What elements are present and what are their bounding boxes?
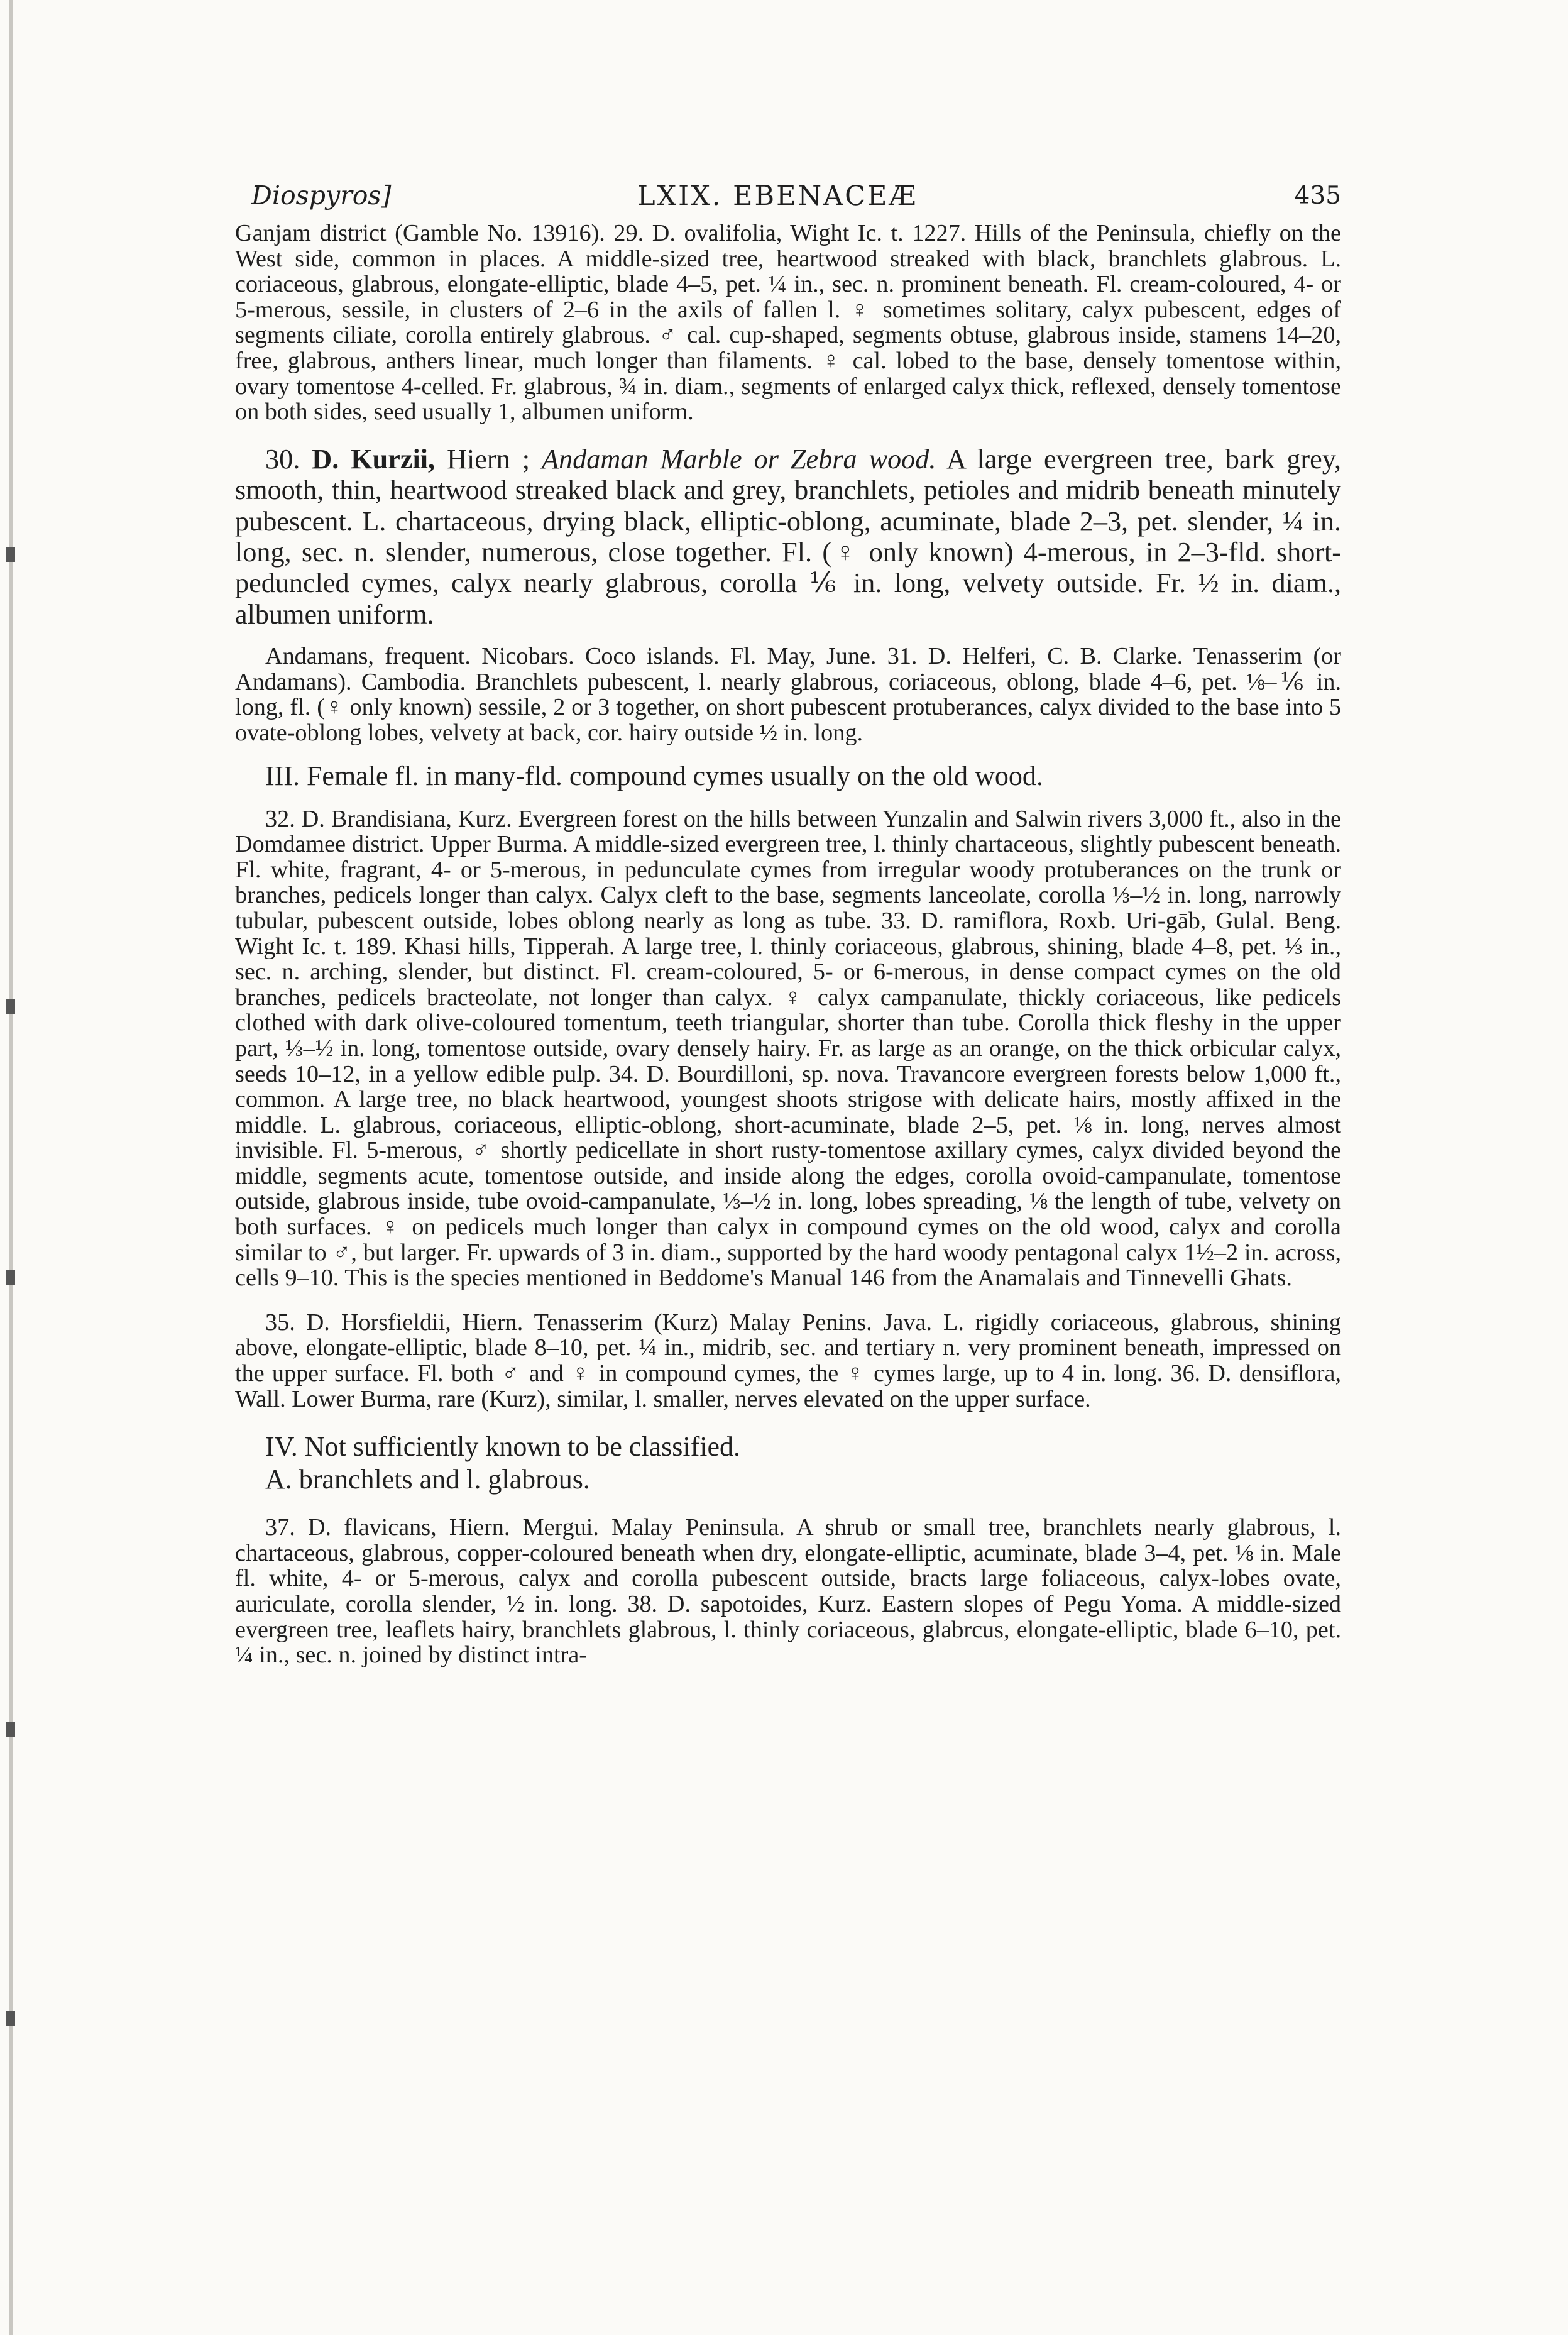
paragraph-andamans: Andamans, frequent. Nicobars. Coco islands. Fl. May, June. 31. D. Helferi, C. B. Clarke. Tenasserim (or Andamans). Cambodia. Branchlets pubescent, l. nearly glabrous, coriaceous, oblong, blade 4–6, pet. ⅛–⅙ in. long, fl. (♀ only known) sessile, 2 or 3 together, on short pubescent protuberances, calyx divided to the base into 5 ovate-oblong lobes, velvety at back, cor. hairy outside ½ in. long. <box>235 643 1341 746</box>
section-heading-iv: IV. Not sufficiently known to be classified. <box>265 1431 741 1463</box>
page-binding-edge <box>9 0 13 2335</box>
binding-mark <box>6 999 15 1014</box>
paragraph-horsfieldii: 35. D. Horsfieldii, Hiern. Tenasserim (Kurz) Malay Penins. Java. L. rigidly coriaceous, glabrous, shining above, elongate-elliptic, blade 8–10, pet. ¼ in., midrib, sec. and tertiary n. very prominent beneath, impressed on the upper surface. Fl. both ♂ and ♀ in compound cymes, the ♀ cymes large, up to 4 in. long. 36. D. densiflora, Wall. Lower Burma, rare (Kurz), similar, l. smaller, nerves elevated on the upper surface. <box>235 1309 1341 1412</box>
species-common-name: Andaman Marble or Zebra wood. <box>542 443 936 475</box>
binding-mark <box>6 547 15 562</box>
paragraph-ovalifolia: Ganjam district (Gamble No. 13916). 29. D. ovalifolia, Wight Ic. t. 1227. Hills of the Peninsula, chiefly on the West side, common in places. A middle-sized tree, heartwood streaked with black, branchlets glabrous. L. coriaceous, glabrous, elongate-elliptic, blade 4–5, pet. ¼ in., sec. n. prominent beneath. Fl. cream-coloured, 4- or 5-merous, sessile, in clusters of 2–6 in the axils of fallen l. ♀ sometimes solitary, calyx pubescent, edges of segments ciliate, corolla entirely glabrous. ♂ cal. cup-shaped, segments obtuse, glabrous inside, stamens 14–20, free, glabrous, anthers linear, much longer than filaments. ♀ cal. lobed to the base, densely tomentose within, ovary tomentose 4-celled. Fr. glabrous, ¾ in. diam., segments of enlarged calyx thick, reflexed, densely tomentose on both sides, seed usually 1, albumen uniform. <box>235 220 1341 426</box>
species-number: 30. <box>265 443 300 475</box>
binding-mark <box>6 1270 15 1285</box>
species-name: D. Kurzii, <box>312 443 436 475</box>
species-authority: Hiern ; <box>447 443 530 475</box>
paragraph-flavicans: 37. D. flavicans, Hiern. Mergui. Malay Peninsula. A shrub or small tree, branchlets nearly glabrous, l. chartaceous, glabrous, copper-coloured beneath when dry, elongate-elliptic, acuminate, blade 3–4, pet. ⅛ in. Male fl. white, 4- or 5-merous, calyx and corolla pubescent outside, bracts large foliaceous, calyx-lobes ovate, auriculate, corolla slender, ½ in. long. 38. D. sapotoides, Kurz. Eastern slopes of Pegu Yoma. A middle-sized evergreen tree, leaflets hairy, branchlets glabrous, l. thinly coriaceous, glabrcus, elongate-elliptic, blade 6–10, pet. ¼ in., sec. n. joined by distinct intra- <box>235 1514 1341 1669</box>
running-header <box>235 173 1341 221</box>
subsection-heading-a: A. branchlets and l. glabrous. <box>265 1464 590 1495</box>
section-heading-iii: III. Female fl. in many-fld. compound cymes usually on the old wood. <box>265 760 1043 791</box>
header-family: LXIX. EBENACEÆ <box>637 180 918 212</box>
binding-mark <box>6 2011 15 2026</box>
header-genus: Diospyros] <box>251 180 392 211</box>
page-number: 435 <box>1294 182 1341 210</box>
binding-mark <box>6 1722 15 1737</box>
species-description: A large evergreen tree, bark grey, smooth, thin, heartwood streaked black and grey, branchlets, petioles and midrib beneath minutely pubescent. L. chartaceous, drying black, elliptic-oblong, acuminate, blade 2–3, pet. slender, ¼ in. long, sec. n. slender, numerous, close together. Fl. (♀ only known) 4-merous, in 2–3-fld. short-peduncled cymes, calyx nearly glabrous, corolla ⅙ in. long, velvety outside. Fr. ½ in. diam., albumen uniform. <box>235 443 1342 630</box>
paragraph-kurzii <box>235 444 1341 630</box>
paragraph-brandisiana: 32. D. Brandisiana, Kurz. Evergreen forest on the hills between Yunzalin and Salwin rivers 3,000 ft., also in the Domdamee district. Upper Burma. A middle-sized evergreen tree, l. thinly chartaceous, slightly pubescent beneath. Fl. white, fragrant, 4- or 5-merous, in pedunculate cymes from irregular woody protuberances on the trunk or branches, pedicels longer than calyx. Calyx cleft to the base, segments lanceolate, corolla ⅓–½ in. long, narrowly tubular, pubescent outside, lobes oblong nearly as long as tube. 33. D. ramiflora, Roxb. Uri-gāb, Gulal. Beng. Wight Ic. t. 189. Khasi hills, Tipperah. A large tree, l. thinly coriaceous, glabrous, shining, blade 4–8, pet. ⅓ in., sec. n. arching, slender, but distinct. Fl. cream-coloured, 5- or 6-merous, in dense compact cymes on the old branches, pedicels bracteolate, not longer than calyx. ♀ calyx campanulate, thickly coriaceous, like pedicels clothed with dark olive-coloured tomentum, teeth triangular, shorter than tube. Corolla thick fleshy in the upper part, ⅓–½ in. long, tomentose outside, ovary densely hairy. Fr. as large as an orange, on the thick orbicular calyx, seeds 10–12, in a yellow edible pulp. 34. D. Bourdilloni, sp. nova. Travancore evergreen forests below 1,000 ft., common. A large tree, no black heartwood, youngest shoots strigose with delicate hairs, mostly affixed in the middle. L. glabrous, coriaceous, elliptic-oblong, short-acuminate, blade 2–5, pet. ⅛ in. long, nerves almost invisible. Fl. 5-merous, ♂ shortly pedicellate in short rusty-tomentose axillary cymes, calyx divided beyond the middle, segments acute, tomentose outside, and inside along the edges, corolla ovoid-campanulate, tomentose outside, glabrous inside, tube ovoid-campanulate, ⅓–½ in. long, lobes spreading, ⅛ the length of tube, velvety on both surfaces. ♀ on pedicels much longer than calyx in compound cymes on the old wood, calyx and corolla similar to ♂, but larger. Fr. upwards of 3 in. diam., supported by the hard woody pentagonal calyx 1½–2 in. across, cells 9–10. This is the species mentioned in Beddome's Manual 146 from the Anamalais and Tinnevelli Ghats. <box>235 805 1341 1292</box>
book-page <box>235 173 1341 1668</box>
